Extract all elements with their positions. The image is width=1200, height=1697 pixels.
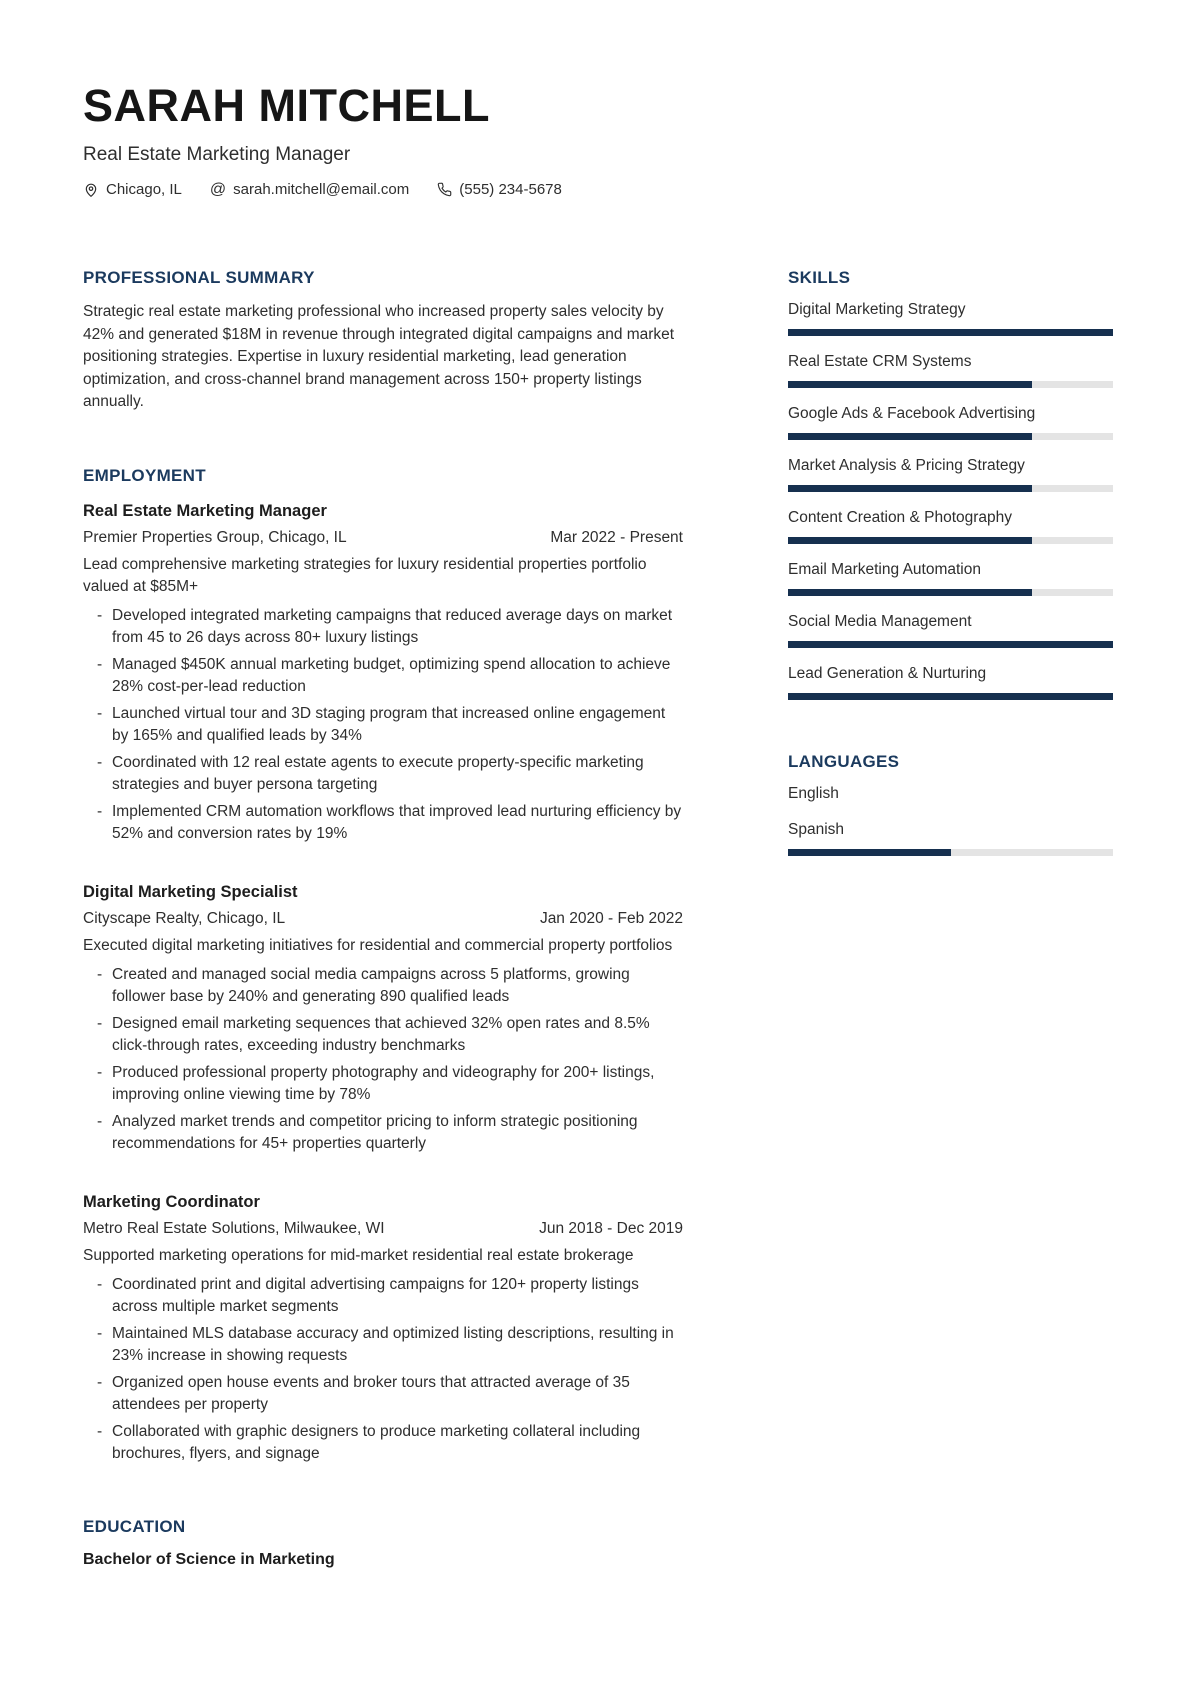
- location-pin-icon: [83, 182, 99, 198]
- skill-level-fill: [788, 381, 1032, 388]
- skill-label: Google Ads & Facebook Advertising: [788, 405, 1036, 423]
- job-title: Digital Marketing Specialist: [83, 882, 298, 901]
- job-bullet: - Coordinated with 12 real estate agents to execute property-specific marketing strategies and buyer persona targeting: [83, 752, 683, 796]
- job-bullet: - Created and managed social media campaigns across 5 platforms, growing follower base by 240% and generating 890 qualified leads: [83, 964, 683, 1008]
- contact-email-text: sarah.mitchell@email.com: [233, 181, 410, 199]
- language-level-bar: [788, 849, 1113, 856]
- skill-level-bar: [788, 693, 1113, 700]
- job-bullet: - Implemented CRM automation workflows that improved lead nurturing efficiency by 52% and conversion rates by 19%: [83, 801, 683, 845]
- job-entry: [83, 502, 683, 845]
- skill-level-fill: [788, 589, 1032, 596]
- skill-level-fill: [788, 485, 1032, 492]
- person-headline: Real Estate Marketing Manager: [83, 144, 351, 166]
- job-title: Marketing Coordinator: [83, 1192, 260, 1211]
- resume-header: [83, 82, 1113, 198]
- job-dates: Jun 2018 - Dec 2019: [539, 1219, 683, 1237]
- job-bullet: - Managed $450K annual marketing budget, optimizing spend allocation to achieve 28% cost-per-lead reduction: [83, 654, 683, 698]
- employment-heading: EMPLOYMENT: [83, 465, 206, 485]
- language-item: [788, 785, 1113, 803]
- job-bullet: - Coordinated print and digital advertising campaigns for 120+ property listings across multiple market segments: [83, 1274, 683, 1318]
- job-bullet: - Developed integrated marketing campaigns that reduced average days on market from 45 to 26 days across 80+ luxury listings: [83, 605, 683, 649]
- section-employment: [83, 466, 683, 1465]
- skill-level-bar: [788, 433, 1113, 440]
- skill-item: [788, 509, 1113, 544]
- contact-phone-text: (555) 234-5678: [459, 181, 562, 199]
- skill-item: [788, 405, 1113, 440]
- job-bullet: - Analyzed market trends and competitor pricing to inform strategic positioning recommendations for 45+ properties quarterly: [83, 1111, 683, 1155]
- job-entry: [83, 1193, 683, 1465]
- skill-level-bar: [788, 329, 1113, 336]
- section-professional-summary: [83, 268, 683, 414]
- job-dates: Mar 2022 - Present: [550, 528, 683, 546]
- resume-body: [83, 268, 1113, 1569]
- languages-container: [788, 785, 1113, 856]
- job-bullet: - Launched virtual tour and 3D staging program that increased online engagement by 165% and qualified leads by 34%: [83, 703, 683, 747]
- section-education: [83, 1517, 683, 1569]
- skill-item: [788, 613, 1113, 648]
- contact-email: [210, 181, 409, 198]
- skill-level-fill: [788, 537, 1032, 544]
- skill-level-bar: [788, 485, 1113, 492]
- skill-label: Lead Generation & Nurturing: [788, 665, 987, 683]
- contact-location-text: Chicago, IL: [106, 181, 182, 199]
- skill-label: Real Estate CRM Systems: [788, 353, 972, 371]
- language-level-fill: [788, 849, 951, 856]
- section-languages: [788, 752, 1113, 856]
- skill-item: [788, 561, 1113, 596]
- job-bullet-list: [83, 964, 683, 1155]
- skill-item: [788, 457, 1113, 492]
- languages-heading: LANGUAGES: [788, 752, 900, 772]
- skill-label: Email Marketing Automation: [788, 561, 981, 579]
- job-description: Lead comprehensive marketing strategies for luxury residential properties portfolio valued at $85M+: [83, 555, 647, 595]
- job-bullet: - Designed email marketing sequences that achieved 32% open rates and 8.5% click-through rates, exceeding industry benchmarks: [83, 1013, 683, 1057]
- skills-container: [788, 301, 1113, 700]
- jobs-container: [83, 502, 683, 1465]
- skill-level-bar: [788, 537, 1113, 544]
- skill-item: [788, 665, 1113, 700]
- contact-row: [83, 181, 1113, 198]
- skill-level-bar: [788, 589, 1113, 596]
- contact-location: [83, 181, 182, 198]
- skill-level-fill: [788, 329, 1113, 336]
- skill-label: Digital Marketing Strategy: [788, 301, 966, 319]
- job-bullet-list: [83, 1274, 683, 1465]
- job-bullet: - Maintained MLS database accuracy and optimized listing descriptions, resulting in 23% increase in showing requests: [83, 1323, 683, 1367]
- job-bullet: - Produced professional property photography and videography for 200+ listings, improving online viewing time by 78%: [83, 1062, 683, 1106]
- job-meta-row: [83, 910, 683, 928]
- education-heading: EDUCATION: [83, 1516, 186, 1536]
- skill-label: Content Creation & Photography: [788, 509, 1013, 527]
- skills-heading: SKILLS: [788, 268, 851, 288]
- job-title: Real Estate Marketing Manager: [83, 501, 327, 520]
- job-company: Metro Real Estate Solutions, Milwaukee, WI: [83, 1219, 385, 1237]
- job-description: Executed digital marketing initiatives for residential and commercial property portfolios: [83, 936, 673, 954]
- job-entry: [83, 883, 683, 1155]
- skill-level-bar: [788, 641, 1113, 648]
- summary-text: Strategic real estate marketing professional who increased property sales velocity by 42% and generated $18M in revenue through integrated digital campaigns and market positioning strategies. Expertise in luxury residential marketing, lead generation optimization, and cross-channel brand management across 150+ property listings annually.: [83, 303, 675, 411]
- language-label: English: [788, 785, 839, 803]
- education-degree: Bachelor of Science in Marketing: [83, 1550, 335, 1568]
- job-company: Premier Properties Group, Chicago, IL: [83, 528, 347, 546]
- skill-label: Social Media Management: [788, 613, 972, 631]
- job-bullet: - Collaborated with graphic designers to produce marketing collateral including brochures, flyers, and signage: [83, 1421, 683, 1465]
- language-label: Spanish: [788, 821, 845, 839]
- skill-item: [788, 301, 1113, 336]
- summary-heading: PROFESSIONAL SUMMARY: [83, 268, 315, 288]
- skill-label: Market Analysis & Pricing Strategy: [788, 457, 1025, 475]
- job-bullet: - Organized open house events and broker tours that attracted average of 35 attendees per property: [83, 1372, 683, 1416]
- job-bullet-list: [83, 605, 683, 845]
- phone-icon: [437, 182, 452, 197]
- at-sign-icon: @: [209, 180, 227, 198]
- contact-phone: [437, 181, 562, 198]
- skill-level-fill: [788, 693, 1113, 700]
- main-column: [83, 268, 683, 1569]
- job-company: Cityscape Realty, Chicago, IL: [83, 909, 286, 927]
- section-skills: [788, 268, 1113, 700]
- job-description: Supported marketing operations for mid-market residential real estate brokerage: [83, 1246, 634, 1264]
- skill-level-fill: [788, 641, 1113, 648]
- sidebar-column: [788, 268, 1113, 1569]
- job-meta-row: [83, 1220, 683, 1238]
- person-name: SARAH MITCHELL: [83, 80, 490, 131]
- skill-level-fill: [788, 433, 1032, 440]
- job-dates: Jan 2020 - Feb 2022: [539, 909, 683, 927]
- job-meta-row: [83, 529, 683, 547]
- skill-item: [788, 353, 1113, 388]
- skill-level-bar: [788, 381, 1113, 388]
- language-item: [788, 821, 1113, 856]
